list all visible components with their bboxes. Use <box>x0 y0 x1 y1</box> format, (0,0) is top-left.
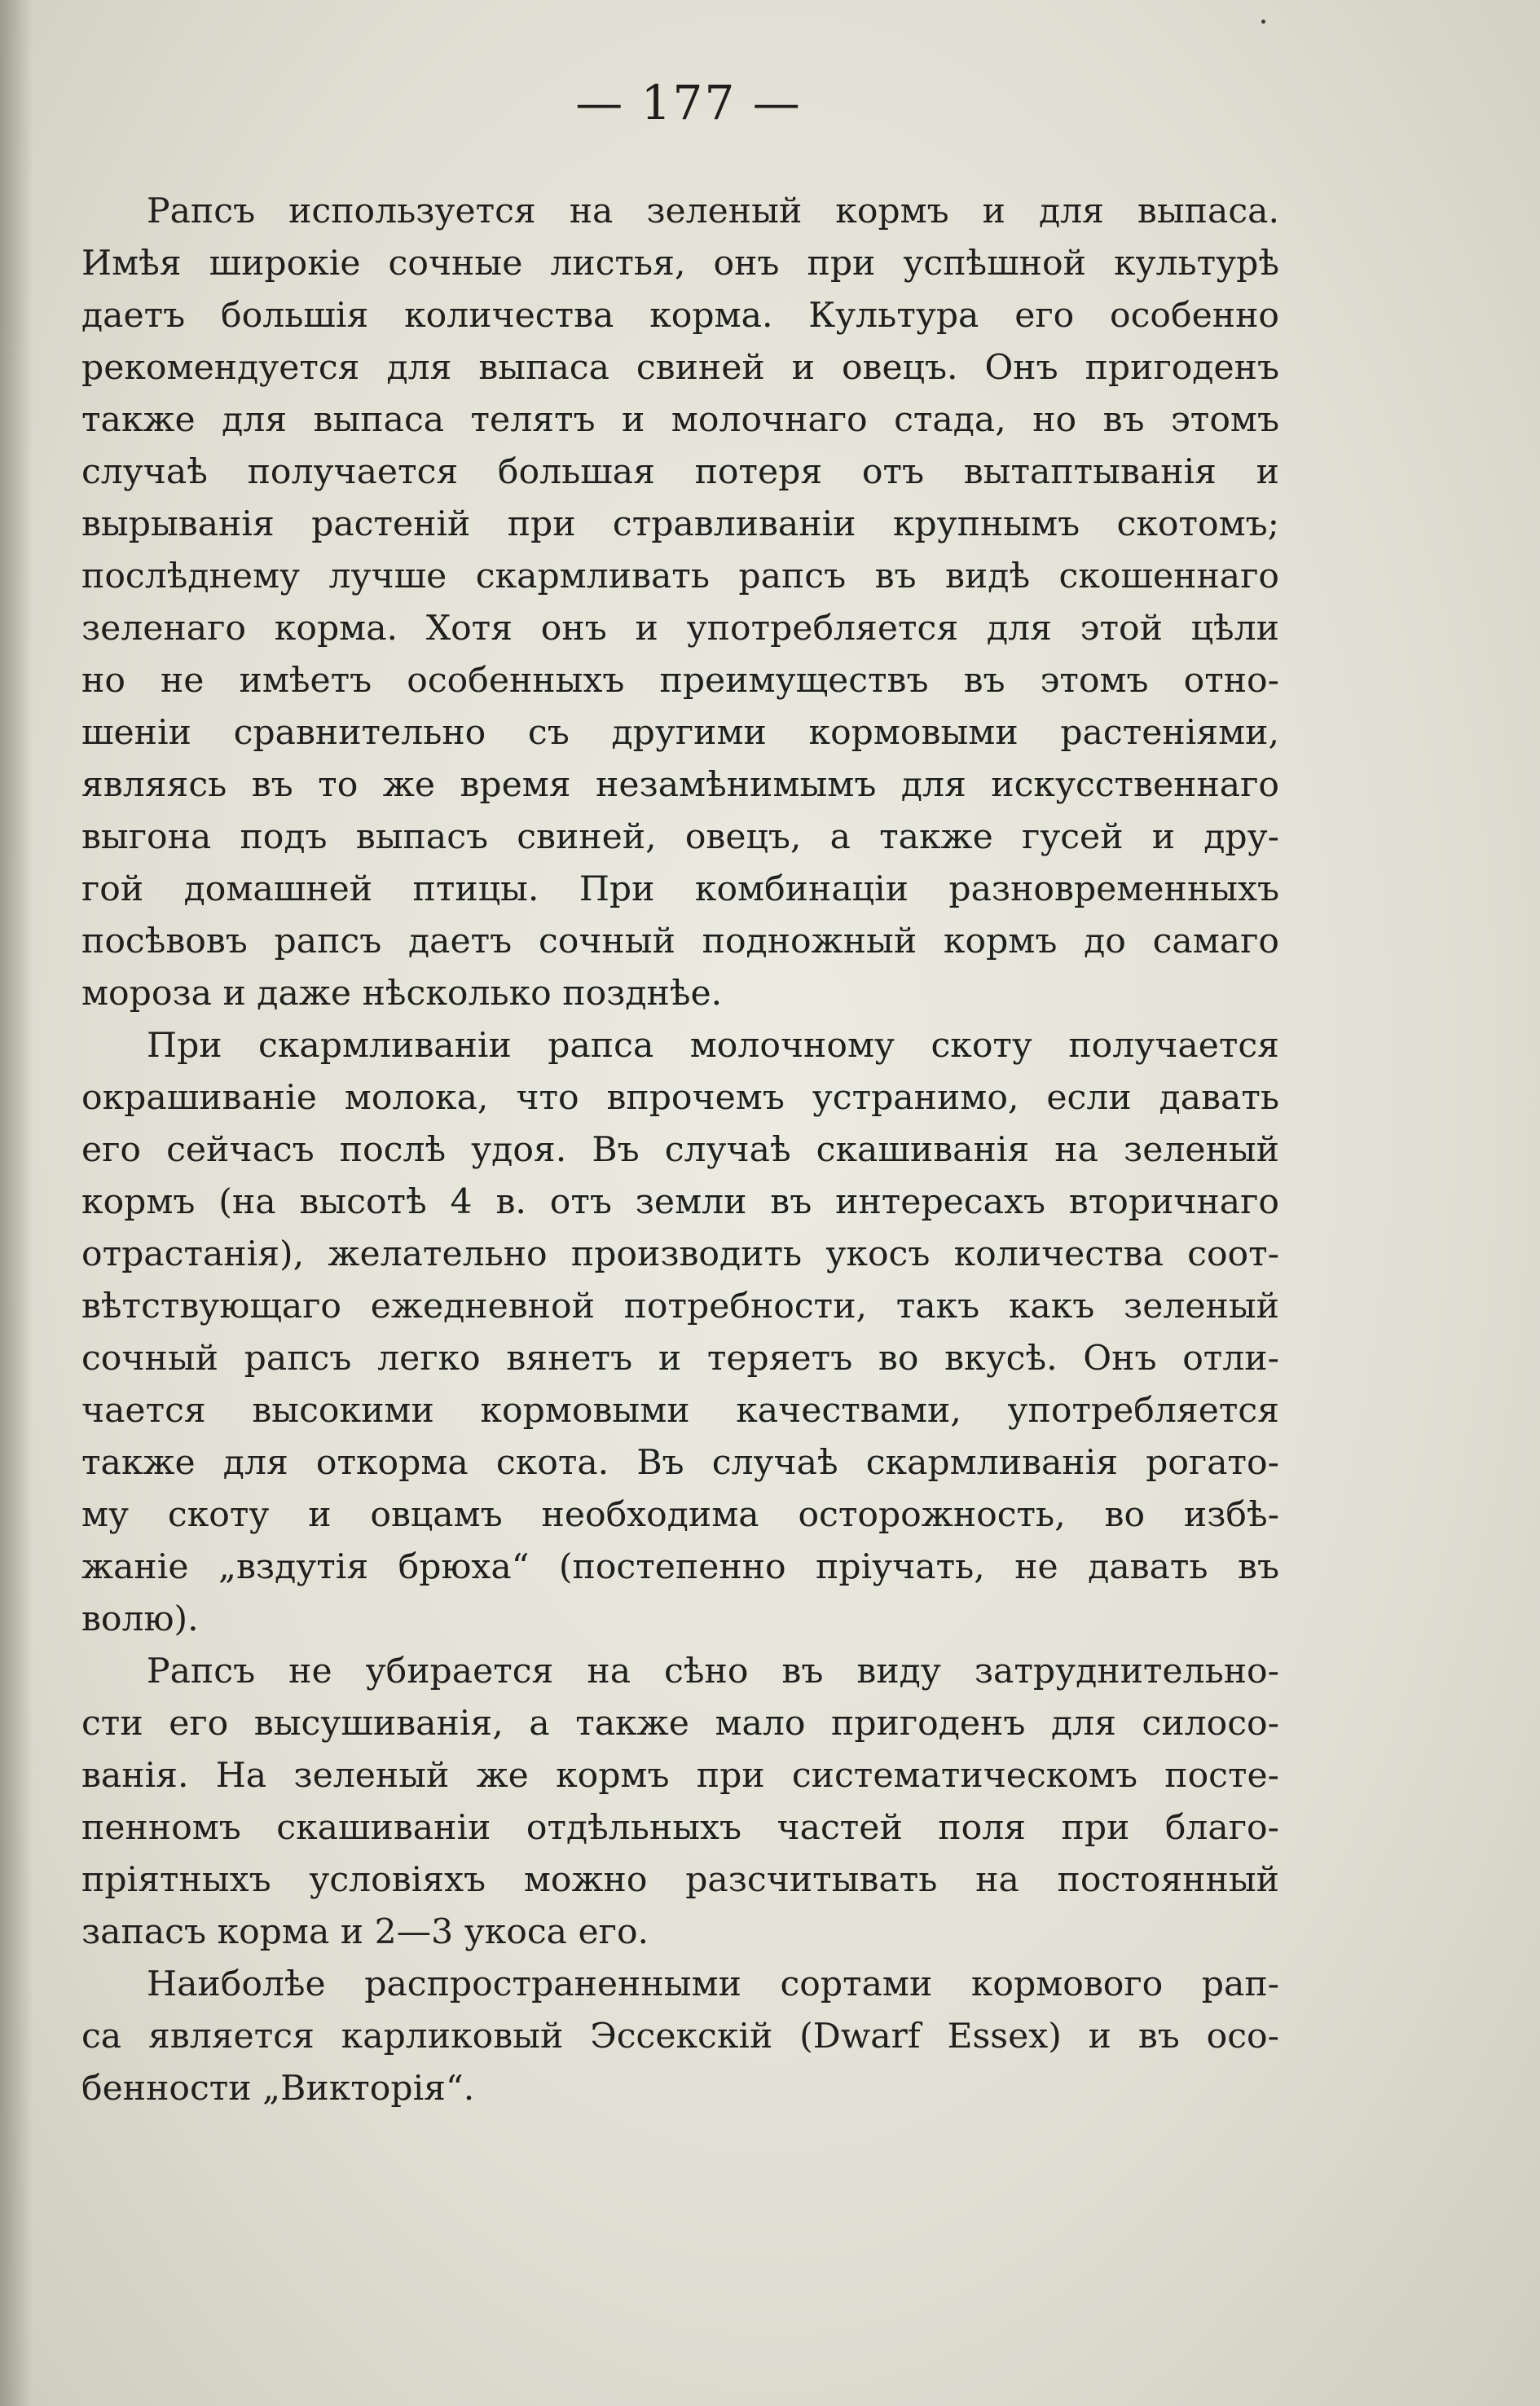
text-line: кормъ (на высотѣ 4 в. отъ земли въ интересахъ вторичнаго <box>81 1182 1279 1222</box>
paragraph-1 <box>81 186 1279 1020</box>
text-line: выгона подъ выпасъ свиней, овецъ, а также гусей и дру- <box>81 817 1279 857</box>
text-line: шеніи сравнительно съ другими кормовыми растеніями, <box>81 713 1279 753</box>
text-line: также для откорма скота. Въ случаѣ скармливанія рогато- <box>81 1443 1279 1483</box>
text-line: му скоту и овцамъ необходима осторожность, во избѣ- <box>81 1495 1279 1535</box>
text-line: послѣднему лучше скармливать рапсъ въ видѣ скошеннаго <box>81 556 1279 596</box>
text-line: рекомендуется для выпаса свиней и овецъ. Онъ пригоденъ <box>81 348 1279 388</box>
text-line: даетъ большія количества корма. Культура его особенно <box>81 296 1279 336</box>
spine-shadow <box>0 0 33 2406</box>
text-line: также для выпаса телятъ и молочнаго стада, но въ этомъ <box>81 400 1279 440</box>
text-line: отрастанія), желательно производить укосъ количества соот- <box>81 1234 1279 1274</box>
text-line: гой домашней птицы. При комбинаціи разновременныхъ <box>81 869 1279 909</box>
text-line: са является карликовый Эссекскій (Dwarf Essex) и въ осо- <box>81 2017 1279 2056</box>
text-line: волю). <box>81 1599 199 1639</box>
text-line: но не имѣетъ особенныхъ преимуществъ въ этомъ отно- <box>81 661 1279 701</box>
text-line: бенности „Викторія“. <box>81 2069 475 2109</box>
text-line: Рапсъ используется на зеленый кормъ и для выпаса. <box>147 191 1279 231</box>
paragraph-3 <box>81 1646 1279 1959</box>
text-line: случаѣ получается большая потеря отъ вытаптыванія и <box>81 452 1279 492</box>
text-line: Рапсъ не убирается на сѣно въ виду затруднительно- <box>147 1652 1279 1691</box>
text-line: окрашиваніе молока, что впрочемъ устранимо, если давать <box>81 1078 1279 1118</box>
text-line: вырыванія растеній при стравливаніи крупнымъ скотомъ; <box>81 504 1279 544</box>
text-line: чается высокими кормовыми качествами, употребляется <box>81 1391 1279 1431</box>
text-line: посѣвовъ рапсъ даетъ сочный подножный кормъ до самаго <box>81 921 1279 961</box>
text-line: запасъ корма и 2—3 укоса его. <box>81 1912 649 1952</box>
paragraph-2 <box>81 1020 1279 1646</box>
text-line: ванія. На зеленый же кормъ при систематическомъ посте- <box>81 1756 1279 1796</box>
text-line: При скармливаніи рапса молочному скоту получается <box>147 1026 1279 1066</box>
page-number: — 177 — <box>575 75 802 130</box>
text-line: сти его высушиванія, а также мало пригоденъ для силосо- <box>81 1704 1279 1744</box>
text-line: мороза и даже нѣсколько позднѣе. <box>81 974 723 1014</box>
text-line: зеленаго корма. Хотя онъ и употребляется для этой цѣли <box>81 609 1279 649</box>
text-line: Наиболѣе распространенными сортами кормового рап- <box>147 1964 1279 2004</box>
text-line: сочный рапсъ легко вянетъ и теряетъ во вкусѣ. Онъ отли- <box>81 1339 1279 1379</box>
speck-mark <box>1261 20 1265 24</box>
text-line: пенномъ скашиваніи отдѣльныхъ частей поля при благо- <box>81 1808 1279 1848</box>
text-line: пріятныхъ условіяхъ можно разсчитывать на постоянный <box>81 1860 1279 1900</box>
body-text <box>81 186 1279 2115</box>
text-line: вѣтствующаго ежедневной потребности, такъ какъ зеленый <box>81 1287 1279 1326</box>
text-line: жаніе „вздутія брюха“ (постепенно пріучать, не давать въ <box>81 1547 1279 1587</box>
paragraph-4 <box>81 1959 1279 2115</box>
text-line: его сейчасъ послѣ удоя. Въ случаѣ скашиванія на зеленый <box>81 1130 1279 1170</box>
text-line: Имѣя широкіе сочные листья, онъ при успѣшной культурѣ <box>81 244 1279 284</box>
text-line: являясь въ то же время незамѣнимымъ для искусственнаго <box>81 765 1279 805</box>
